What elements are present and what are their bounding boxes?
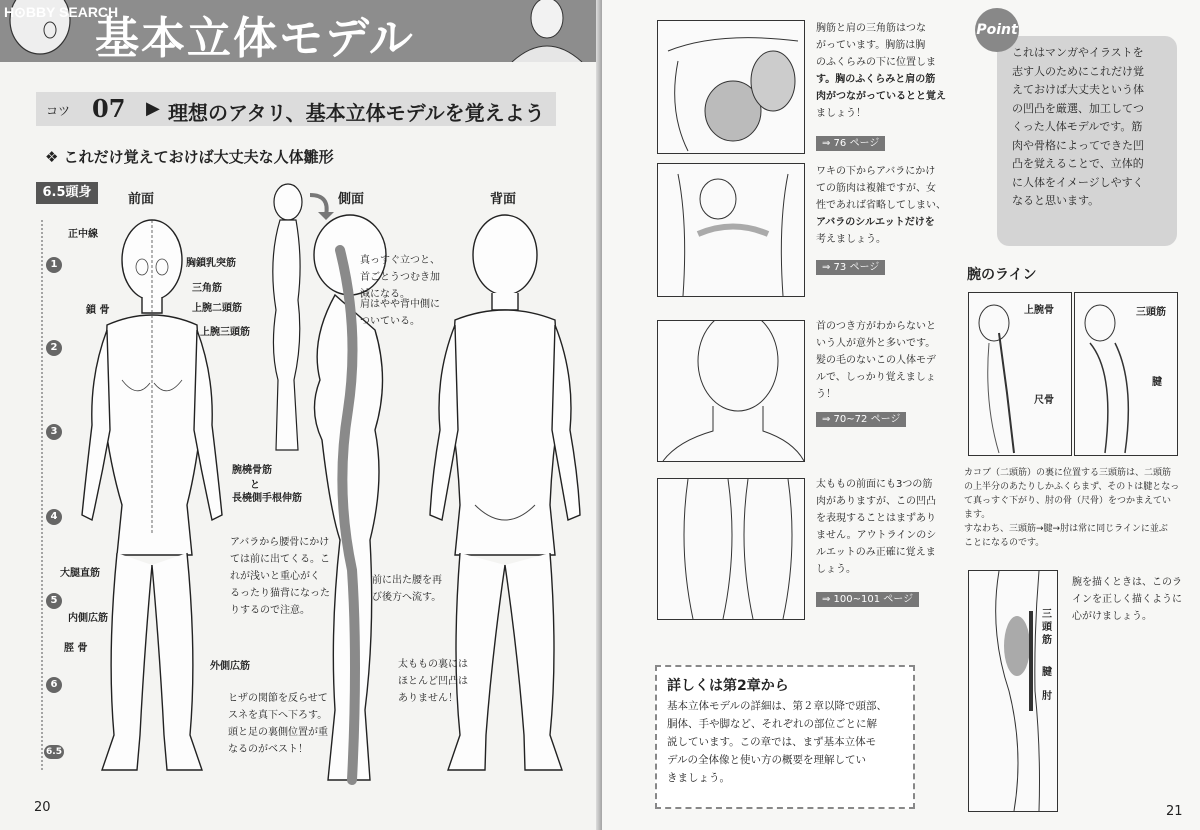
vertical-label-santou: 三頭筋 — [1042, 609, 1052, 646]
chest-illustration — [658, 21, 804, 153]
arm-heading: 腕のライン — [967, 267, 1037, 283]
label-daitai: 大腿直筋 — [60, 568, 100, 579]
arm-bone-illustration — [969, 293, 1071, 455]
lesson-banner — [36, 92, 556, 126]
lesson-prefix: コツ — [46, 104, 71, 118]
vertical-label-hiji: 肘 — [1042, 691, 1052, 702]
chapter-note-box — [655, 665, 915, 809]
arm-caption: カコブ（二頭筋）の裏に位置する三頭筋は、二頭筋 の上半分のあたりしかふくらまず、そのトは腱となっ て真っすぐ下がり、肘の骨（尺骨）をつかまえてい ます。 すなわち、三頭筋→腱→肘は常に同じラインに並ぶ ことになるのです。 — [964, 468, 1180, 548]
section-subtitle: ❖ これだけ覚えておけば大丈夫な人体雛形 — [45, 148, 334, 166]
note-knee: ヒザの関節を反らせて スネを真下へ下ろす。 頭と足の裏側位置が重 なるのがベスト！ — [228, 693, 328, 755]
neck-illustration — [658, 321, 804, 461]
label-to: と — [250, 480, 260, 491]
lesson-number: 07 — [92, 94, 126, 123]
lesson-title: 理想のアタリ、基本立体モデルを覚えよう — [168, 101, 545, 125]
panel-neck-image — [657, 320, 805, 462]
point-badge: Point — [975, 8, 1019, 52]
note-thigh-back: 太ももの裏には ほとんど凹凸は ありません！ — [398, 659, 468, 704]
label-naisoku: 内側広筋 — [68, 613, 108, 624]
page-ref-tag[interactable]: ⇒ 73 ページ — [816, 260, 885, 275]
panel-ribs-image — [657, 163, 805, 297]
label-gaisoku: 外側広筋 — [210, 661, 250, 672]
page-ref-tag[interactable]: ⇒ 70~72 ページ — [816, 412, 906, 427]
scale-badge: 6.5頭身 — [36, 182, 98, 204]
arm-bone-image — [968, 292, 1072, 456]
chapter-note-title: 詳しくは第2章から — [667, 678, 789, 694]
lesson-marker-icon: ▶ — [146, 98, 160, 119]
scale-mark: 3 — [46, 424, 62, 440]
note-shoulder: 肩はやや背中側に ついている。 — [360, 299, 440, 327]
page-ref-tag[interactable]: ⇒ 76 ページ — [816, 136, 885, 151]
thigh-illustration — [658, 479, 804, 619]
page-number-right: 21 — [1166, 804, 1183, 819]
label-santou: 三頭筋 — [1136, 307, 1166, 318]
panel-ribs-text: ワキの下からアバラにかけ ての筋肉は複雑ですが、女 性であれば省略してしまい、 アバラのシルエットだけを 考えましょう。 — [816, 166, 946, 245]
note-ribs: アバラから腰骨にかけ ては前に出てくる。こ れが浅いと重心がく るったり猫背になった りするので注意。 — [230, 537, 330, 616]
panel-chest-text: 胸筋と肩の三角筋はつな がっています。胸筋は胸 のふくらみの下に位置しま す。胸のふくらみと肩の筋 肉がつながっているとと覚え ましょう！ — [816, 23, 946, 119]
label-sankaku: 三角筋 — [192, 283, 222, 294]
vertical-label-ken: 腱 — [1042, 667, 1052, 678]
label-kyosa: 胸鎖乳突筋 — [186, 258, 236, 269]
scale-mark: 4 — [46, 509, 62, 525]
scale-mark: 6 — [46, 677, 62, 693]
arm-side-note: 腕を描くときは、このラ インを正しく描くように 心がけましょう。 — [1072, 577, 1182, 622]
page-title: 基本立体モデル — [95, 13, 415, 64]
panel-thigh-text: 太ももの前面にも3つの筋 肉がありますが、この凹凸 を表現することはまずあり ません。アウトラインのシ ルエットのみ正確に覚えま しょう。 — [816, 479, 937, 575]
page-header — [0, 0, 602, 62]
label-ken: 腱 — [1152, 377, 1162, 388]
point-text: これはマンガやイラストを 志す人のためにこれだけ覚 えておけば大丈夫という体 の凹凸を厳選、加工してつ くった人体モデルです。筋 肉や骨格によってできた凹 凸を覚えることで、立体的 に人体をイメージしやすく なると思います。 — [1012, 46, 1144, 207]
panel-chest-image — [657, 20, 805, 154]
label-seichusen: 正中線 — [68, 229, 98, 240]
head-scale-ruler — [38, 220, 58, 780]
panel-neck-text: 首のつき方がわからないと いう人が意外と多いです。 髪の毛のないこの人体モデ ルで、しっかり覚えましょ う！ — [816, 321, 936, 400]
scale-mark: 5 — [46, 593, 62, 609]
scale-mark: 2 — [46, 340, 62, 356]
label-joukotsu: 上腕骨 — [1024, 305, 1054, 316]
page-ref-tag[interactable]: ⇒ 100~101 ページ — [816, 592, 919, 607]
label-choutou: 長橈側手根伸筋 — [232, 493, 302, 504]
note-hip: 前に出た腰を再 び後方へ流す。 — [372, 575, 442, 603]
header-figure-illustration — [492, 0, 602, 62]
note-stand: 真っすぐ立つと、 首ごとうつむき加 減になる。 — [360, 255, 440, 300]
label-santou: 上腕三頭筋 — [200, 327, 250, 338]
label-nitou: 上腕二頭筋 — [192, 303, 242, 314]
scale-mark: 1 — [46, 257, 62, 273]
chapter-note-text: 基本立体モデルの詳細は、第２章以降で頭部、 胴体、手や脚など、それぞれの部位ごとに解 説しています。この章では、まず基本立体モ デルの全体像と使い方の概要を理解してい きましょう。 — [667, 700, 887, 784]
label-shakkotsu: 尺骨 — [1034, 395, 1054, 406]
ribs-illustration — [658, 164, 804, 296]
label-wantou: 腕橈骨筋 — [232, 465, 272, 476]
label-sakotsu: 鎖 骨 — [86, 305, 110, 316]
view-back-label: 背面 — [490, 192, 517, 207]
label-keikotsu: 脛 骨 — [64, 643, 88, 654]
scale-mark: 6.5 — [44, 745, 64, 759]
panel-thigh-image — [657, 478, 805, 620]
view-front-label: 前面 — [128, 192, 155, 207]
page-number-left: 20 — [34, 800, 51, 815]
view-side-label: 側面 — [338, 192, 365, 207]
watermark: H⊙BBY SEARCH — [4, 4, 119, 20]
